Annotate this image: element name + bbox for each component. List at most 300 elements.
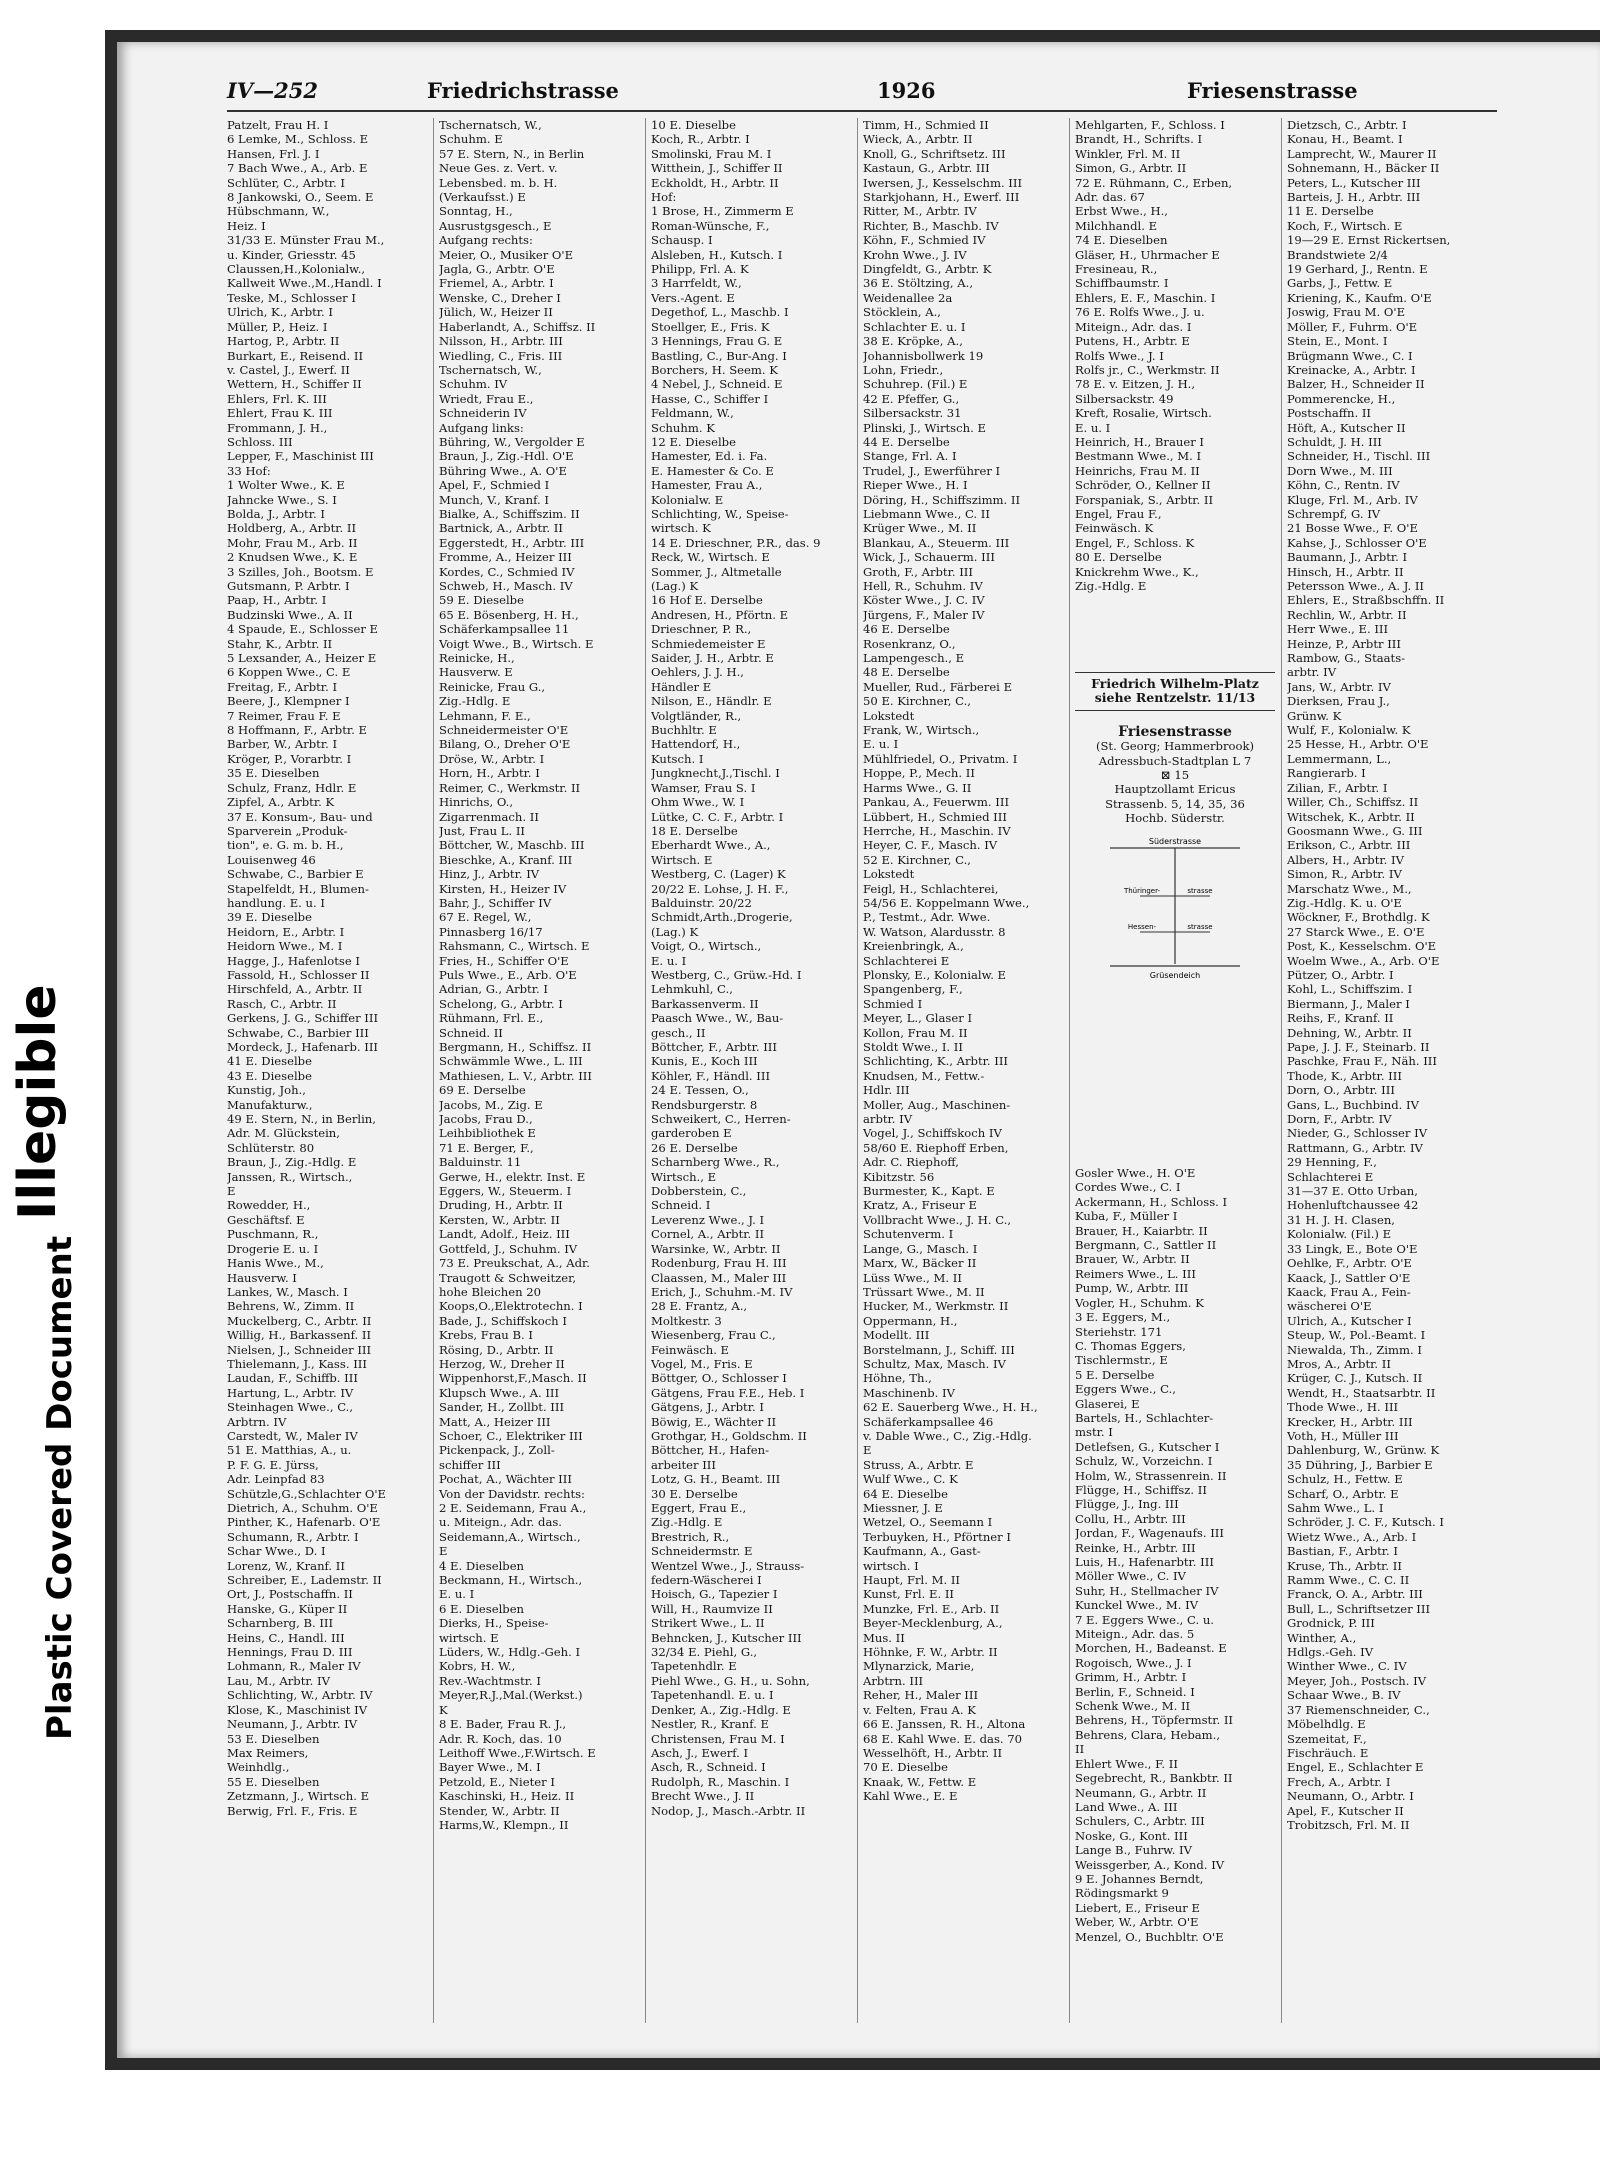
directory-entry-line: Kastaun, G., Arbtr. III	[863, 161, 990, 176]
directory-entry-line: Dierks, H., Speise-	[439, 1616, 549, 1631]
directory-entry-line: Hoppe, P., Mech. II	[863, 766, 975, 781]
directory-entry-line: Balzer, H., Schneider II	[1287, 377, 1425, 392]
directory-entry-line: Ritter, M., Arbtr. IV	[863, 204, 977, 219]
directory-entry-line: 2 Knudsen Wwe., K. E	[227, 550, 358, 565]
directory-entry-line: Schuhm. K	[651, 420, 715, 435]
directory-entry-line: Rödingsmarkt 9	[1075, 1886, 1169, 1901]
directory-entry-line: Bühring, W., Vergolder E	[439, 434, 585, 449]
directory-entry-line: Oppermann, H.,	[863, 1313, 958, 1328]
directory-entry-line: Krebs, Frau B. I	[439, 1328, 533, 1343]
directory-entry-line: Wiedling, C., Fris. III	[439, 348, 563, 363]
directory-entry-line: Konau, H., Beamt. I	[1287, 132, 1403, 147]
directory-entry-line: 54/56 E. Koppelmann Wwe.,	[863, 895, 1030, 910]
directory-entry-line: Tschernatsch, W.,	[439, 362, 542, 377]
directory-entry-line: Cornel, A., Arbtr. II	[651, 1227, 765, 1242]
directory-entry-line: Köster Wwe., J. C. IV	[863, 593, 985, 608]
directory-entry-line: 35 E. Dieselben	[227, 766, 320, 781]
directory-entry-line: 3 E. Eggers, M.,	[1075, 1310, 1171, 1325]
directory-entry-line: Witthein, J., Schiffer II	[651, 161, 783, 176]
street-info-line: ⊠ 15	[1160, 768, 1190, 783]
directory-entry-line: Philipp, Frl. A. K	[651, 262, 749, 277]
directory-entry-line: Schäferkampsallee 46	[863, 1414, 994, 1429]
directory-entry-line: Balduinstr. 20/22	[651, 895, 752, 910]
directory-entry-line: Schlichting, K., Arbtr. III	[863, 1054, 1008, 1069]
directory-entry-line: Nielsen, J., Schneider III	[227, 1342, 372, 1357]
directory-entry-line: Grothgar, H., Goldschm. II	[651, 1428, 807, 1443]
directory-entry-line: Budzinski Wwe., A. II	[227, 607, 353, 622]
directory-entry-line: Heinrichs, Frau M. II	[1075, 463, 1200, 478]
directory-entry-line: Trüssart Wwe., M. II	[863, 1284, 985, 1299]
directory-entry-line: Eckholdt, H., Arbtr. II	[651, 175, 779, 190]
directory-entry-line: 46 E. Derselbe	[863, 622, 950, 637]
directory-entry-line: Meyer, Joh., Postsch. IV	[1287, 1673, 1427, 1688]
directory-entry-line: Knickrehm Wwe., K.,	[1075, 564, 1199, 579]
directory-entry-line: Feigl, H., Schlachterei,	[863, 881, 999, 896]
directory-entry-line: 50 E. Kirchner, C.,	[863, 694, 971, 709]
directory-entry-line: Kreinacke, A., Arbtr. I	[1287, 362, 1416, 377]
directory-entry-line: Möller, F., Fuhrm. O'E	[1287, 319, 1418, 334]
directory-entry-line: Kreft, Rosalie, Wirtsch.	[1075, 406, 1212, 421]
directory-entry-line: Harms,W., Klempn., II	[439, 1817, 569, 1832]
directory-entry-line: Puschmann, R.,	[227, 1227, 319, 1242]
directory-entry-line: Asch, R., Schneid. I	[651, 1760, 766, 1775]
directory-entry-line: Harms Wwe., G. II	[863, 780, 972, 795]
directory-entry-line: Zipfel, A., Arbtr. K	[227, 795, 335, 810]
directory-entry-line: 70 E. Dieselbe	[863, 1760, 948, 1775]
directory-entry-line: Döring, H., Schiffszimm. II	[863, 492, 1021, 507]
directory-entry-line: 8 Hoffmann, F., Arbtr. E	[227, 723, 367, 738]
directory-entry-line: Drieschner, P. R.,	[651, 622, 752, 637]
directory-entry-line: Mathiesen, L. V., Arbtr. III	[439, 1068, 592, 1083]
directory-entry-line: Stahr, K., Arbtr. II	[227, 636, 333, 651]
directory-entry-line: Lehmann, F. E.,	[439, 708, 531, 723]
directory-entry-line: Schweb, H., Masch. IV	[439, 579, 573, 593]
directory-entry-line: Neumann, J., Arbtr. IV	[227, 1717, 358, 1732]
directory-entry-line: Ehlers, Frl. K. III	[227, 391, 327, 406]
directory-entry-line: Rieper Wwe., H. I	[863, 478, 968, 493]
directory-entry-line: 74 E. Dieselben	[1075, 233, 1168, 248]
directory-entry-line: Wentzel Wwe., J., Strauss-	[651, 1558, 805, 1573]
directory-entry-line: Pinnasberg 16/17	[439, 924, 543, 939]
directory-entry-line: E. u. I	[651, 953, 687, 968]
directory-entry-line: Terbuyken, H., Pförtner I	[863, 1529, 1011, 1544]
directory-entry-line: Tschernatsch, W.,	[439, 118, 542, 132]
directory-entry-line: Ehlert Wwe., F. II	[1075, 1756, 1178, 1771]
directory-entry-line: Iwersen, J., Kesselschm. III	[863, 175, 1023, 190]
directory-entry-line: Höhne, Th.,	[863, 1371, 932, 1386]
directory-entry-line: Sparverein „Produk-	[227, 823, 348, 838]
directory-entry-line: Erbst Wwe., H.,	[1075, 204, 1168, 219]
directory-entry-line: Braun, J., Zig.-Hdl. O'E	[439, 449, 574, 464]
directory-entry-line: Bolda, J., Arbtr. I	[227, 506, 325, 521]
directory-entry-line: Munch, V., Kranf. I	[439, 492, 549, 507]
directory-entry-line: garderoben E	[651, 1126, 732, 1141]
directory-entry-line: Zigarrenmach. II	[439, 809, 539, 824]
directory-entry-line: 16 Hof E. Derselbe	[651, 593, 763, 608]
directory-entry-line: 3 Harrfeldt, W.,	[651, 276, 742, 291]
directory-entry-line: Simon, R., Arbtr. IV	[1287, 867, 1402, 882]
directory-entry-line: Burmester, K., Kapt. E	[863, 1184, 995, 1199]
directory-entry-line: Bull, L., Schriftsetzer III	[1287, 1601, 1431, 1616]
directory-entry-line: Rahsmann, C., Wirtsch. E	[439, 939, 590, 954]
directory-entry-line: Louisenweg 46	[227, 852, 316, 867]
directory-entry-line: Rosenkranz, O.,	[863, 636, 956, 651]
directory-entry-line: 26 E. Derselbe	[651, 1140, 738, 1155]
directory-entry-line: Marschatz Wwe., M.,	[1287, 881, 1412, 896]
directory-entry-line: Kröger, P., Vorarbtr. I	[227, 751, 352, 766]
directory-entry-line: Ohm Wwe., W. I	[651, 795, 745, 810]
directory-entry-line: Kolonialw. E	[651, 492, 724, 507]
directory-entry-line: 31—37 E. Otto Urban,	[1287, 1184, 1418, 1199]
directory-entry-line: Borstelmann, J., Schiff. III	[863, 1342, 1015, 1357]
directory-entry-line: Schlachterei E	[1287, 1169, 1374, 1184]
directory-entry-line: 66 E. Janssen, R. H., Altona	[863, 1717, 1026, 1732]
directory-entry-line: Leithoff Wwe.,F.Wirtsch. E	[439, 1745, 596, 1760]
directory-entry-line: Sommer, J., Altmetalle	[651, 564, 782, 579]
directory-entry-line: Rogoisch, Wwe., J. I	[1075, 1655, 1192, 1670]
directory-entry-line: Hamester, Ed. i. Fa.	[651, 449, 768, 464]
directory-entry-line: (Lag.) K	[651, 924, 699, 939]
directory-entry-line: Wippenhorst,F.,Masch. II	[439, 1371, 587, 1386]
directory-entry-line: Reimers Wwe., L. III	[1075, 1266, 1196, 1281]
directory-entry-line: Bergmann, C., Sattler II	[1075, 1238, 1217, 1253]
directory-entry-line: Petzold, E., Nieter I	[439, 1774, 555, 1789]
directory-entry-line: gesch., II	[651, 1025, 706, 1040]
directory-entry-line: 9 E. Johannes Berndt,	[1075, 1871, 1204, 1886]
directory-entry-line: Mordeck, J., Hafenarb. III	[227, 1040, 378, 1054]
directory-entry-line: Schloss. III	[227, 434, 293, 449]
directory-entry-line: Dorn Wwe., M. III	[1287, 463, 1393, 478]
directory-entry-line: Jacobs, Frau D.,	[439, 1112, 533, 1127]
directory-entry-line: 69 E. Derselbe	[439, 1083, 526, 1098]
directory-entry-line: Schelong, G., Arbtr. I	[439, 996, 563, 1011]
directory-entry-line: Möller Wwe., C. IV	[1075, 1569, 1186, 1584]
directory-entry-line: Böttcher, H., Hafen-	[651, 1443, 770, 1458]
directory-entry-line: Bastling, C., Bur-Ang. I	[651, 348, 787, 363]
directory-entry-line: Beckmann, H., Wirtsch.,	[439, 1573, 583, 1588]
directory-entry-line: Jürgens, F., Maler IV	[863, 607, 985, 622]
directory-entry-line: Simon, G., Arbtr. II	[1075, 161, 1187, 176]
directory-entry-line: Spangenberg, F.,	[863, 982, 963, 997]
directory-entry-line: Frech, A., Arbtr. I	[1287, 1774, 1391, 1789]
directory-entry-line: 27 Starck Wwe., E. O'E	[1287, 924, 1425, 939]
directory-entry-line: Lemmermann, L.,	[1287, 751, 1392, 766]
directory-entry-line: 44 E. Derselbe	[863, 434, 950, 449]
directory-entry-line: Schultz, Max, Masch. IV	[863, 1356, 1006, 1371]
directory-entry-line: Albers, H., Arbtr. IV	[1287, 852, 1404, 867]
directory-entry-line: 25 Hesse, H., Arbtr. O'E	[1287, 737, 1429, 752]
directory-entry-line: Feinwäsch. E	[651, 1342, 730, 1357]
directory-entry-line: 37 Riemenschneider, C.,	[1287, 1702, 1430, 1717]
directory-entry-line: P. F. G. E. Jürss,	[227, 1457, 319, 1472]
directory-entry-line: Adrian, G., Arbtr. I	[439, 982, 548, 997]
directory-entry-line: Schmiedemeister E	[651, 636, 766, 651]
directory-entry-line: Hanis Wwe., M.,	[227, 1256, 324, 1271]
directory-entry-line: Weber, W., Arbtr. O'E	[1075, 1915, 1199, 1930]
directory-entry-line: Pickenpack, J., Zoll-	[439, 1443, 555, 1458]
directory-entry-line: Smolinski, Frau M. I	[651, 146, 772, 161]
directory-entry-line: Asch, J., Ewerf. I	[651, 1745, 749, 1760]
directory-entry-line: Westberg, C. (Lager) K	[651, 867, 786, 882]
directory-entry-line: Grimm, H., Arbtr. I	[1075, 1670, 1187, 1685]
directory-entry-line: Glaserei, E	[1075, 1396, 1140, 1411]
directory-entry-line: Böwig, E., Wächter II	[651, 1414, 777, 1429]
directory-entry-line: Vogel, M., Fris. E	[651, 1356, 753, 1371]
directory-entry-line: Holm, W., Strassenrein. II	[1075, 1468, 1227, 1483]
directory-entry-line: Kolonialw. (Fil.) E	[1287, 1227, 1392, 1242]
directory-entry-line: 59 E. Dieselbe	[439, 593, 524, 608]
directory-entry-line: 2 E. Seidemann, Frau A.,	[439, 1501, 587, 1515]
directory-entry-line: 31 H. J. H. Clasen,	[1287, 1212, 1395, 1227]
directory-entry-line: mstr. I	[1075, 1425, 1113, 1440]
directory-entry-line: Wieck, A., Arbtr. II	[863, 132, 973, 147]
directory-entry-line: 4 Nebel, J., Schneid. E	[651, 377, 783, 392]
directory-entry-line: Leihbibliothek E	[439, 1126, 536, 1141]
directory-entry-line: Hohenluftchaussee 42	[1287, 1198, 1419, 1213]
directory-entry-line: Max Reimers,	[227, 1745, 309, 1760]
directory-entry-line: Feldmann, W.,	[651, 406, 734, 421]
directory-entry-line: Behrens, W., Zimm. II	[227, 1299, 355, 1314]
directory-entry-line: 48 E. Derselbe	[863, 665, 950, 680]
directory-entry-line: Kutsch. I	[651, 751, 704, 766]
directory-entry-line: 67 E. Regel, W.,	[439, 910, 532, 925]
directory-entry-line: Miteign., Adr. das. 5	[1075, 1627, 1195, 1642]
directory-entry-line: Schwabe, C., Barbier III	[227, 1025, 369, 1040]
directory-entry-line: 73 E. Preukschat, A., Adr.	[439, 1256, 590, 1271]
friesenstrasse-inset	[1075, 666, 1275, 1166]
directory-entry-line: Lankes, W., Masch. I	[227, 1284, 348, 1299]
directory-entry-line: Plonsky, E., Kolonialw. E	[863, 967, 1007, 982]
directory-entry-line: Saider, J. H., Arbtr. E	[651, 651, 774, 666]
directory-entry-line: Wenske, C., Dreher I	[439, 290, 561, 305]
directory-entry-line: Ort, J., Postschaffn. II	[227, 1587, 353, 1602]
directory-entry-line: Drogerie E. u. I	[227, 1241, 319, 1256]
street-info	[1075, 739, 1275, 825]
directory-entry-line: Von der Davidstr. rechts:	[439, 1486, 585, 1501]
directory-entry-line: Gottfeld, J., Schuhm. IV	[439, 1241, 578, 1256]
directory-entry-line: Plinski, J., Wirtsch. E	[863, 420, 986, 435]
directory-entry-line: Schröder, J. C. F., Kutsch. I	[1287, 1515, 1444, 1530]
directory-entry-line: Gutsmann, P. Arbtr. I	[227, 579, 350, 593]
directory-entry-line: Tischlermstr., E	[1075, 1353, 1168, 1368]
directory-entry-line: Putens, H., Arbtr. E	[1075, 334, 1190, 349]
directory-entry-line: Krecker, H., Arbtr. III	[1287, 1414, 1413, 1429]
directory-entry-line: Johannisbollwerk 19	[863, 348, 984, 363]
street-info-line: Hauptzollamt Ericus	[1114, 782, 1236, 797]
directory-entry-line: Kahl Wwe., E. E	[863, 1789, 958, 1804]
directory-entry-line: Schneid. I	[651, 1198, 711, 1213]
directory-entry-line: Nodop, J., Masch.-Arbtr. II	[651, 1803, 806, 1818]
directory-entry-line: 41 E. Dieselbe	[227, 1054, 312, 1069]
directory-entry-line: Christensen, Frau M. I	[651, 1731, 785, 1746]
directory-entry-line: Krüger, C. J., Kutsch. II	[1287, 1371, 1423, 1386]
directory-entry-line: Detlefsen, G., Kutscher I	[1075, 1439, 1220, 1454]
directory-entry-line: 36 E. Stöltzing, A.,	[863, 276, 974, 291]
directory-entry-line: Mohr, Frau M., Arb. II	[227, 535, 358, 550]
directory-entry-line: 7 Bach Wwe., A., Arb. E	[227, 161, 368, 176]
directory-entry-line: 51 E. Matthias, A., u.	[227, 1443, 352, 1458]
directory-entry-line: federn-Wäscherei I	[651, 1573, 762, 1588]
directory-entry-line: Schiffbaumstr. I	[1075, 276, 1169, 291]
directory-entry-line: Oehlers, J. J. H.,	[651, 665, 744, 680]
directory-entry-line: Suhr, H., Stellmacher IV	[1075, 1583, 1219, 1598]
directory-entry-line: Apel, F., Schmied I	[439, 478, 550, 493]
directory-entry-line: 49 E. Stern, N., in Berlin,	[227, 1112, 376, 1127]
column-6	[1287, 118, 1487, 2023]
year-heading: 1926	[877, 78, 936, 103]
directory-entry-line: Höft, A., Kutscher II	[1287, 420, 1406, 435]
directory-entry-line: Buchhltr. E	[651, 723, 717, 738]
directory-entry-line: Garbs, J., Fettw. E	[1287, 276, 1393, 291]
map-label-top: Süderstrasse	[1148, 836, 1202, 846]
directory-entry-line: Fassold, H., Schlosser II	[227, 967, 370, 982]
directory-entry-line: Adr. M. Glückstein,	[227, 1126, 340, 1141]
map-label-low-left: Hessen-	[1127, 922, 1157, 931]
directory-entry-line: Lepper, F., Maschinist III	[227, 449, 374, 464]
directory-entry-line: Hansen, Frl. J. I	[227, 146, 320, 161]
directory-entry-line: Lütke, C. C. F., Arbtr. I	[651, 809, 784, 824]
directory-entry-line: Schlichting, W., Speise-	[651, 506, 789, 521]
directory-entry-line: Lange B., Fuhrw. IV	[1075, 1843, 1193, 1858]
directory-entry-line: Kaack, Frau A., Fein-	[1287, 1284, 1411, 1299]
directory-entry-line: Heins, C., Handl. III	[227, 1630, 345, 1645]
directory-entry-line: Druding, H., Arbtr. II	[439, 1198, 563, 1213]
directory-entry-line: 42 E. Pfeffer, G.,	[863, 391, 960, 406]
directory-entry-line: Westberg, C., Grüw.-Hd. I	[651, 967, 802, 982]
directory-entry-line: 31/33 E. Münster Frau M.,	[227, 233, 385, 248]
directory-entry-line: Zetzmann, J., Wirtsch. E	[227, 1789, 370, 1804]
directory-entry-line: Segebrecht, R., Bankbtr. II	[1075, 1771, 1233, 1786]
directory-entry-line: Vers.-Agent. E	[651, 290, 735, 305]
page-number: IV—252	[227, 78, 318, 103]
directory-entry-line: Schmied I	[863, 996, 923, 1011]
street-title: Friesenstrasse	[1118, 723, 1232, 740]
directory-entry-line: Kratz, A., Friseur E	[863, 1198, 977, 1213]
directory-entry-line: Reinicke, Frau G.,	[439, 679, 546, 694]
directory-entry-line: Blankau, A., Steuerm. III	[863, 535, 1010, 550]
directory-entry-line: E	[439, 1544, 448, 1559]
directory-entry-line: Schneid. II	[439, 1025, 503, 1040]
directory-entry-line: Apel, F., Kutscher II	[1287, 1803, 1404, 1818]
directory-entry-line: Willig, H., Barkassenf. II	[227, 1328, 372, 1343]
directory-entry-line: Woelm Wwe., A., Arb. O'E	[1287, 953, 1440, 968]
directory-entry-line: 57 E. Stern, N., in Berlin	[439, 146, 585, 161]
directory-entry-line: Mühlfriedel, O., Privatm. I	[863, 751, 1018, 766]
directory-entry-line: Bade, J., Schiffskoch I	[439, 1313, 567, 1328]
directory-entry-line: Vogel, J., Schiffskoch IV	[863, 1126, 1002, 1141]
directory-entry-line: Ehlert, Frau K. III	[227, 406, 333, 421]
directory-entry-line: Lokstedt	[863, 708, 915, 723]
directory-entry-line: Kunis, E., Koch III	[651, 1054, 758, 1069]
directory-entry-line: Volgtländer, R.,	[651, 708, 742, 723]
directory-entry-line: Frommann, J. H.,	[227, 420, 328, 435]
directory-entry-line: II	[1075, 1742, 1085, 1757]
column-1	[227, 118, 427, 2023]
directory-entry-line: Burkart, E., Reisend. II	[227, 348, 364, 363]
directory-entry-line: Gätgens, Frau F.E., Heb. I	[651, 1385, 805, 1400]
directory-entry-line: Reimer, C., Werkmstr. II	[439, 780, 581, 795]
directory-entry-line: Thode Wwe., H. III	[1287, 1400, 1399, 1415]
directory-entry-line: Holdberg, A., Arbtr. II	[227, 521, 357, 536]
directory-entry-line: Hinrichs, O.,	[439, 795, 514, 810]
directory-entry-line: Braun, J., Zig.-Hdlg. E	[227, 1155, 357, 1170]
directory-entry-line: Niewalda, Th., Zimm. I	[1287, 1342, 1422, 1357]
directory-entry-line: Leverenz Wwe., J. I	[651, 1212, 765, 1227]
directory-entry-line: Wöckner, F., Brothdlg. K	[1287, 910, 1430, 925]
directory-entry-line: Rechlin, W., Arbtr. II	[1287, 607, 1407, 622]
directory-entry-line: Berwig, Frl. F., Fris. E	[227, 1803, 358, 1818]
directory-entry-line: hohe Bleichen 20	[439, 1284, 541, 1299]
directory-entry-line: (Lag.) K	[651, 579, 699, 593]
directory-entry-line: Kersten, W., Arbtr. II	[439, 1212, 560, 1227]
directory-entry-line: Eggert, Frau E.,	[651, 1501, 747, 1515]
directory-entry-line: Vogler, H., Schuhm. K	[1075, 1295, 1204, 1310]
directory-entry-line: Flügge, H., Schiffsz. II	[1075, 1482, 1207, 1497]
directory-entry-line: 64 E. Dieselbe	[863, 1486, 948, 1501]
directory-entry-line: Lorenz, W., Kranf. II	[227, 1558, 345, 1573]
directory-entry-line: Schulz, Franz, Hdlr. E	[227, 780, 357, 795]
directory-entry-line: Borchers, H. Seem. K	[651, 362, 778, 377]
directory-entry-line: Hattendorf, H.,	[651, 737, 741, 752]
directory-entry-line: Paap, H., Arbtr. I	[227, 593, 327, 608]
directory-entry-line: Schreiber, E., Lademstr. II	[227, 1573, 382, 1588]
directory-entry-line: Bieschke, A., Kranf. III	[439, 852, 573, 867]
directory-entry-line: Kunckel Wwe., M. IV	[1075, 1598, 1199, 1613]
directory-entry-line: Baumann, J., Arbtr. I	[1287, 550, 1408, 565]
directory-entry-line: Rühmann, Frl. E.,	[439, 1011, 544, 1026]
directory-entry-line: Rev.-Wachtmstr. I	[439, 1673, 541, 1688]
directory-entry-line: Kunst, Frl. E. II	[863, 1587, 954, 1602]
directory-entry-line: Piehl Wwe., G. H., u. Sohn,	[651, 1673, 810, 1688]
directory-entry-line: Jordan, F., Wagenaufs. III	[1075, 1526, 1224, 1541]
directory-entry-line: Adr. Leinpfad 83	[227, 1472, 325, 1487]
directory-columns	[227, 118, 1497, 2023]
directory-entry-line: Meyer,R.J.,Mal.(Werkst.)	[439, 1688, 583, 1703]
directory-entry-line: Laudan, F., Schiffb. III	[227, 1371, 358, 1386]
column-divider	[1069, 118, 1070, 2023]
directory-entry-line: Franck, O. A., Arbtr. III	[1287, 1587, 1423, 1602]
directory-entry-line: Schulz, H., Fettw. E	[1287, 1472, 1403, 1487]
directory-entry-line: Schuhm. E	[439, 132, 503, 147]
directory-entry-line: Schneider, H., Tischl. III	[1287, 449, 1431, 464]
column-2	[439, 118, 639, 2023]
directory-entry-line: 43 E. Dieselbe	[227, 1068, 312, 1083]
directory-entry-line: Traugott & Schweitzer,	[439, 1270, 577, 1285]
directory-entry-line: handlung. E. u. I	[227, 895, 325, 910]
directory-entry-line: 20/22 E. Lohse, J. H. F.,	[651, 881, 789, 896]
directory-entry-line: E	[227, 1184, 236, 1199]
directory-entry-line: (Verkaufsst.) E	[439, 190, 526, 205]
directory-entry-line: wäscherei O'E	[1287, 1299, 1372, 1314]
directory-entry-line: Sahm Wwe., L. I	[1287, 1501, 1384, 1515]
directory-entry-line: Fischräuch. E	[1287, 1745, 1369, 1760]
directory-entry-line: Nestler, R., Kranf. E	[651, 1717, 769, 1732]
plastic-covered-label: Plastic Covered Document	[40, 1235, 80, 1740]
directory-entry-line: Peters, L., Kutscher III	[1287, 175, 1421, 190]
directory-entry-line: Schlüterstr. 80	[227, 1140, 315, 1155]
directory-entry-line: Rendsburgerstr. 8	[651, 1097, 758, 1112]
directory-entry-line: v. Dable Wwe., C., Zig.-Hdlg.	[863, 1428, 1032, 1443]
directory-entry-line: Heidorn Wwe., M. I	[227, 939, 343, 954]
directory-entry-line: Adr. R. Koch, das. 10	[439, 1731, 562, 1746]
directory-entry-line: Miteign., Adr. das. I	[1075, 319, 1192, 334]
directory-entry-line: Mlynarzick, Marie,	[863, 1659, 975, 1674]
directory-entry-line: Ulrich, K., Arbtr. I	[227, 305, 333, 320]
directory-entry-line: Lüders, W., Hdlg.-Geh. I	[439, 1645, 581, 1660]
column-divider	[645, 118, 646, 2023]
directory-entry-line: Schuldt, J. H. III	[1287, 434, 1382, 449]
directory-entry-line: Balduinstr. 11	[439, 1155, 522, 1170]
